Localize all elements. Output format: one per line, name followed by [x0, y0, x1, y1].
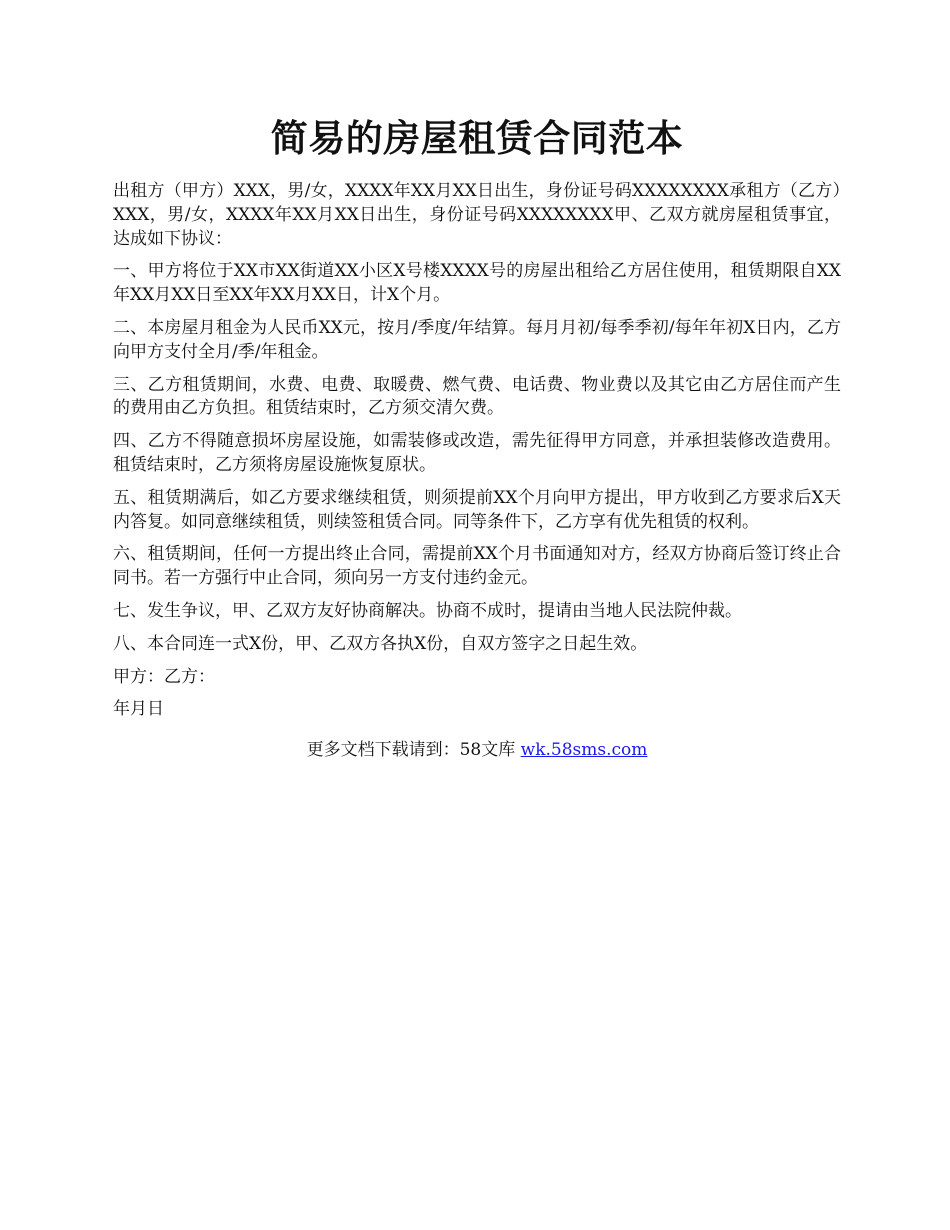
paragraph-clause-5: 五、租赁期满后，如乙方要求继续租赁，则须提前XX个月向甲方提出，甲方收到乙方要求后X天内答复。如同意继续租赁，则续签租赁合同。同等条件下，乙方享有优先租赁的权利。 [113, 487, 841, 532]
paragraph-clause-6: 六、租赁期间，任何一方提出终止合同，需提前XX个月书面通知对方，经双方协商后签订终止合同书。若一方强行中止合同，须向另一方支付违约金元。 [113, 544, 841, 589]
paragraph-parties: 出租方（甲方）XXX，男/女，XXXX年XX月XX日出生，身份证号码XXXXXXXX承租方（乙方）XXX，男/女，XXXX年XX月XX日出生，身份证号码XXXXXXXX甲、乙双方就房屋租赁事宜，达成如下协议： [113, 181, 841, 249]
paragraph-clause-4: 四、乙方不得随意损坏房屋设施，如需装修或改造，需先征得甲方同意，并承担装修改造费用。租赁结束时，乙方须将房屋设施恢复原状。 [113, 431, 841, 475]
date-line: 年月日 [113, 699, 164, 720]
paragraph-clause-7: 七、发生争议，甲、乙双方友好协商解决。协商不成时，提请由当地人民法院仲裁。 [113, 600, 742, 621]
document-page [113, 108, 841, 762]
signature-line: 甲方：乙方： [113, 666, 215, 687]
document-title: 简易的房屋租赁合同范本 [270, 116, 684, 160]
footer-text: 更多文档下载请到：58文库 [306, 740, 521, 761]
paragraph-clause-1: 一、甲方将位于XX市XX街道XX小区X号楼XXXX号的房屋出租给乙方居住使用，租赁期限自XX年XX月XX日至XX年XX月XX日，计X个月。 [113, 261, 841, 306]
paragraph-clause-3: 三、乙方租赁期间，水费、电费、取暖费、燃气费、电话费、物业费以及其它由乙方居住而产生的费用由乙方负担。租赁结束时，乙方须交清欠费。 [113, 374, 841, 419]
paragraph-clause-8: 八、本合同连一式X份，甲、乙双方各执X份，自双方签字之日起生效。 [113, 633, 648, 654]
paragraph-clause-2: 二、本房屋月租金为人民币XX元，按月/季度/年结算。每月月初/每季季初/每年年初X日内，乙方向甲方支付全月/季/年租金。 [113, 317, 841, 362]
footer-link[interactable]: wk.58sms.com [520, 740, 648, 761]
download-footer [113, 738, 841, 762]
